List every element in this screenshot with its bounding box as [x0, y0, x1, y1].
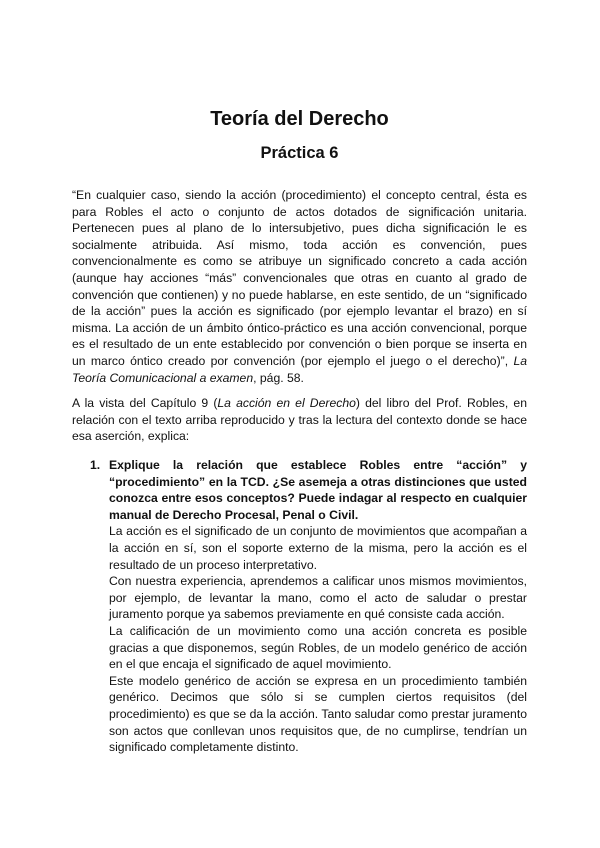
answer-paragraph: Este modelo genérico de acción se expresa en un procedimiento también genérico. Decimos que sólo si se cumplen ciertos requisitos (del procedimiento) es que se da la acción. Tanto saludar como prestar juramento son actos que conllevan unos requisitos que, de no cumplirse, tendrían un significado completamente distinto. — [109, 673, 527, 755]
answer-paragraph: La calificación de un movimiento como una acción concreta es posible gracias a que disponemos, según Robles, de un modelo genérico de acción en el que encaja el significado de aquel movimiento. — [109, 623, 527, 672]
quote-text: “En cualquier caso, siendo la acción (procedimiento) el concepto central, ésta es para Robles el acto o conjunto de actos dotados de significación unitaria. Pertenecen pues al plano de lo intersubjetivo, pues dicha significación le es socialmente atribuida. Así mismo, toda acción es convención, pues convencionalmente es como se atribuye un significado concreto a cada acción (aunque hay acciones “más” convencionales que otras en cuanto al grado de convención que contienen) y no puede hablarse, en este sentido, de un “significado de la acción” pues la acción es significado (por ejemplo levantar el brazo) en sí misma. La acción de un ámbito óntico-práctico es una acción convencional, porque es el resultado de un ente establecido por convención o bien porque se inserta en un marco óntico creado por convención (por ejemplo el juego o el derecho)”, — [72, 188, 527, 368]
quote-source-page: , pág. 58. — [253, 370, 304, 385]
quote-source-title: La Teoría Comunicacional a examen — [72, 353, 527, 385]
intro-after: ) del libro del Prof. Robles, en relación con el texto arriba reproducido y tras la lectura del contexto donde se hace esa aserción, explica: — [72, 396, 527, 444]
question-number: 1. — [90, 458, 101, 472]
intro-chapter-title: La acción en el Derecho — [217, 396, 356, 410]
quote-paragraph — [72, 187, 527, 386]
intro-before: A la vista del Capítulo 9 ( — [72, 396, 218, 410]
document-title: Teoría del Derecho — [210, 108, 389, 130]
intro-paragraph — [72, 395, 527, 445]
answer-paragraph: Con nuestra experiencia, aprendemos a calificar unos mismos movimientos, por ejemplo, de levantar la mano, como el acto de saludar o prestar juramento porque ya sabemos previamente en qué consiste cada acción. — [109, 574, 527, 622]
question-content — [109, 457, 527, 756]
question-text: Explique la relación que establece Robles entre “acción” y “procedimiento” en la TCD. ¿Se asemeja a otras distinciones que usted conozca entre esos conceptos? Puede indagar al respecto en cualquier manual de Derecho Procesal, Penal o Civil. — [109, 458, 527, 522]
document-subtitle: Práctica 6 — [260, 144, 339, 162]
answer-paragraph: La acción es el significado de un conjunto de movimientos que acompañan a la acción en sí, son el soporte externo de la misma, pero la acción es el resultado de un proceso interpretativo. — [109, 524, 527, 572]
